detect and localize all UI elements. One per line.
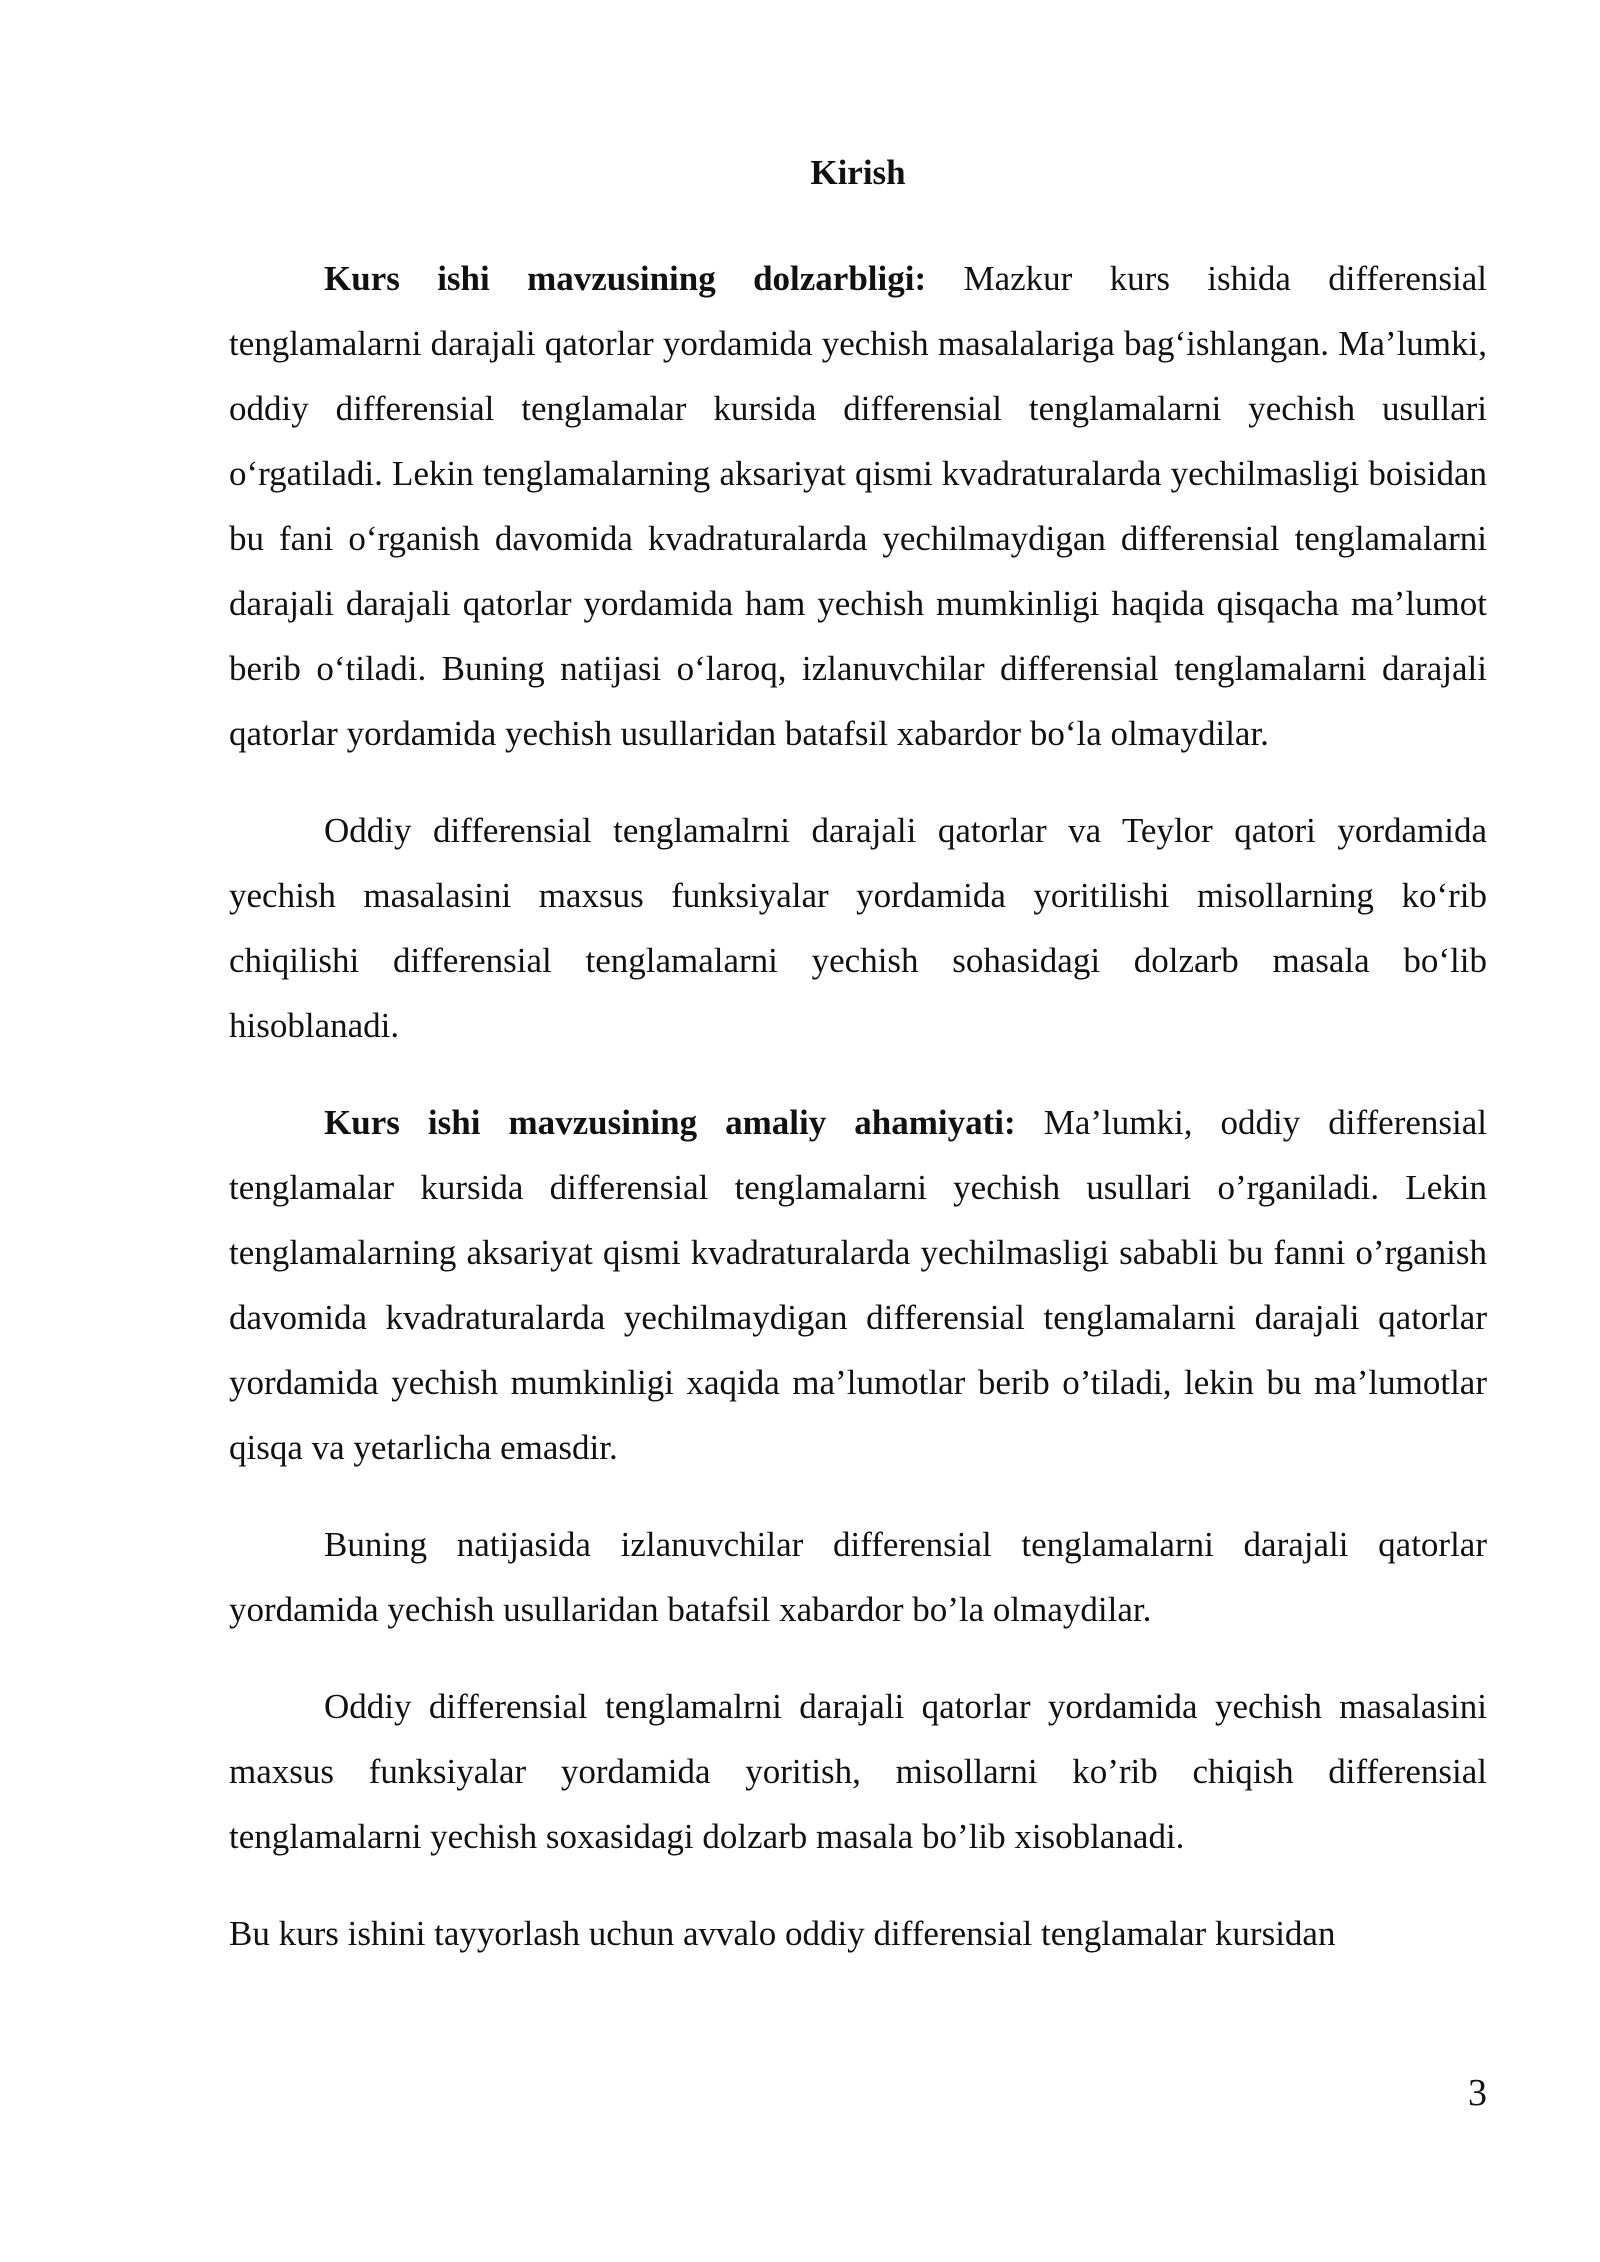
paragraph-text: Bu kurs ishini tayyorlash uchun avvalo oddiy differensial tenglamalar kursidan (229, 1914, 1336, 1953)
body-text (229, 246, 1487, 1998)
paragraph-result (229, 1512, 1487, 1642)
paragraph-text: Ma’lumki, oddiy differensial tenglamalar kursida differensial tenglamalarni yechish usullari o’rganiladi. Lekin tenglamalarning aksariyat qismi kvadraturalarda yechilmasligi sababli bu fanni o’rganish davomida kvadraturalarda yechilmaydigan differensial tenglamalarni darajali qatorlar yordamida yechish mumkinligi xaqida ma’lumotlar berib o’tiladi, lekin bu ma’lumotlar qisqa va yetarlicha emasdir. (229, 1103, 1487, 1467)
paragraph-taylor-series (229, 798, 1487, 1058)
paragraph-text: Buning natijasida izlanuvchilar differensial tenglamalarni darajali qatorlar yordamida yechish usullaridan batafsil xabardor bo’la olmaydilar. (229, 1525, 1487, 1629)
paragraph-relevance (229, 246, 1487, 766)
paragraph-lead: Kurs ishi mavzusining amaliy ahamiyati: (324, 1103, 1016, 1142)
paragraph-practical-importance (229, 1090, 1487, 1480)
section-heading: Kirish (810, 153, 906, 192)
paragraph-text: Oddiy differensial tenglamalrni darajali qatorlar yordamida yechish masalasini maxsus funksiyalar yordamida yoritish, misollarni ko’rib chiqish differensial tenglamalarni yechish soxasidagi dolzarb masala bo’lib xisoblanadi. (229, 1687, 1487, 1856)
paragraph-preparation (229, 1901, 1487, 1966)
paragraph-special-functions (229, 1674, 1487, 1869)
paragraph-text: Mazkur kurs ishida differensial tenglamalarni darajali qatorlar yordamida yechish masalalariga bag‘ishlangan. Ma’lumki, oddiy differensial tenglamalar kursida differensial tenglamalarni yechish usullari o‘rgatiladi. Lekin tenglamalarning aksariyat qismi kvadraturalarda yechilmasligi boisidan bu fani o‘rganish davomida kvadraturalarda yechilmaydigan differensial tenglamalarni darajali darajali qatorlar yordamida ham yechish mumkinligi haqida qisqacha ma’lumot berib o‘tiladi. Buning natijasi o‘laroq, izlanuvchilar differensial tenglamalarni darajali qatorlar yordamida yechish usullaridan batafsil xabardor bo‘la olmaydilar. (229, 259, 1487, 753)
page-number: 3 (1468, 2072, 1487, 2114)
paragraph-text: Oddiy differensial tenglamalrni darajali qatorlar va Teylor qatori yordamida yechish masalasini maxsus funksiyalar yordamida yoritilishi misollarning ko‘rib chiqilishi differensial tenglamalarni yechish sohasidagi dolzarb masala bo‘lib hisoblanadi. (229, 811, 1487, 1045)
paragraph-lead: Kurs ishi mavzusining dolzarbligi: (324, 259, 927, 298)
